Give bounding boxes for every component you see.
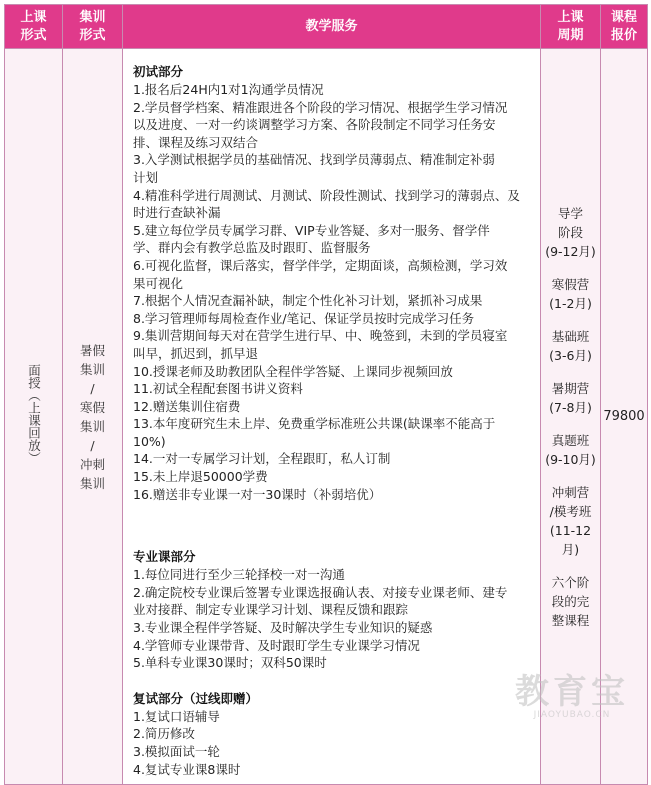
service-line: 10%) [133, 433, 530, 451]
service-line: 2.学员督学档案、精准跟进各个阶段的学习情况、根据学生学习情况 [133, 99, 530, 117]
service-line: 2.简历修改 [133, 725, 530, 743]
class-form-cell [5, 49, 63, 785]
training-form-item: 冲刺 [67, 455, 118, 474]
header-class-period [541, 5, 601, 49]
header-line: 周期 [543, 27, 598, 45]
service-line: 7.根据个人情况查漏补缺，制定个性化补习计划，紧抓补习成果 [133, 292, 530, 310]
service-line: 3.入学测试根据学员的基础情况、找到学员薄弱点、精准制定补弱 [133, 151, 530, 169]
training-form-list [67, 341, 118, 493]
period-line: (9-10月) [543, 450, 598, 469]
service-line: 1.报名后24H内1对1沟通学员情况 [133, 81, 530, 99]
header-line: 教学服务 [125, 18, 538, 36]
service-line: 3.专业课全程伴学答疑、及时解决学生专业知识的疑惑 [133, 619, 530, 637]
period-line: (11-12月) [543, 521, 598, 559]
period-item [543, 483, 598, 559]
service-line: 2.确定院校专业课后签署专业课选报确认表、对接专业课老师、建专 [133, 584, 530, 602]
service-line: 4.精准科学进行周测试、月测试、阶段性测试、找到学习的薄弱点、及 [133, 187, 530, 205]
period-list [543, 204, 598, 630]
service-line: 11.初试全程配套图书讲义资料 [133, 380, 530, 398]
period-item [543, 379, 598, 417]
service-line: 16.赠送非专业课一对一30课时（补弱培优） [133, 486, 530, 504]
course-table-container [4, 4, 647, 738]
period-line: (7-8月) [543, 398, 598, 417]
teaching-service-cell [123, 49, 541, 785]
service-line: 1.每位同进行至少三轮择校一对一沟通 [133, 566, 530, 584]
watermark-main: 教育宝 [515, 674, 629, 710]
header-line: 课程 [603, 9, 645, 27]
service-line: 4.学管师专业课带背、及时跟盯学生专业课学习情况 [133, 637, 530, 655]
training-form-item: 暑假 [67, 341, 118, 360]
service-line: 排、课程及练习双结合 [133, 134, 530, 152]
period-line: (1-2月) [543, 294, 598, 313]
header-line: 形式 [7, 27, 60, 45]
period-line: 导学 [543, 204, 598, 223]
service-line: 4.复试专业课8课时 [133, 761, 530, 779]
period-line: 真题班 [543, 431, 598, 450]
service-line: 业对接群、制定专业课学习计划、课程反馈和跟踪 [133, 601, 530, 619]
course-table [4, 4, 648, 785]
period-line: (9-12月) [543, 242, 598, 261]
period-item [543, 327, 598, 365]
period-line: 基础班 [543, 327, 598, 346]
service-line: 3.模拟面试一轮 [133, 743, 530, 761]
service-sections [133, 63, 530, 778]
watermark-logo [515, 674, 629, 720]
service-line: 学、群内会有教学总监及时跟盯、监督服务 [133, 239, 530, 257]
period-line: 冲刺营 [543, 483, 598, 502]
header-line: 形式 [65, 27, 120, 45]
period-line: 寒假营 [543, 275, 598, 294]
period-line: 暑期营 [543, 379, 598, 398]
service-line: 6.可视化监督，课后落实，督学伴学，定期面谈，高频检测，学习效 [133, 257, 530, 275]
section-title: 复试部分（过线即赠） [133, 690, 530, 708]
service-line: 8.学习管理师每周检查作业/笔记、保证学员按时完成学习任务 [133, 310, 530, 328]
period-line: (3-6月) [543, 346, 598, 365]
training-form-item: / [67, 379, 118, 398]
header-class-form [5, 5, 63, 49]
header-training-form [63, 5, 123, 49]
period-line: /模考班 [543, 502, 598, 521]
period-line: 六个阶 [543, 573, 598, 592]
header-line: 报价 [603, 27, 645, 45]
header-line: 上课 [7, 9, 60, 27]
service-line: 15.未上岸退50000学费 [133, 468, 530, 486]
service-line: 13.本年度研究生未上岸、免费重学标准班公共课(缺课率不能高于 [133, 415, 530, 433]
period-line: 阶段 [543, 223, 598, 242]
period-item [543, 431, 598, 469]
service-line: 1.复试口语辅导 [133, 708, 530, 726]
training-form-cell [63, 49, 123, 785]
header-row [5, 5, 648, 49]
period-item [543, 573, 598, 630]
section-title: 初试部分 [133, 63, 530, 81]
header-teaching-service [123, 5, 541, 49]
service-line: 14.一对一专属学习计划，全程跟盯，私人订制 [133, 450, 530, 468]
header-line: 上课 [543, 9, 598, 27]
training-form-item: / [67, 436, 118, 455]
header-course-price [601, 5, 648, 49]
service-line: 计划 [133, 169, 530, 187]
training-form-item: 集训 [67, 474, 118, 493]
period-line: 段的完 [543, 592, 598, 611]
training-form-item: 寒假 [67, 398, 118, 417]
service-line: 9.集训营期间每天对在营学生进行早、中、晚签到，未到的学员寝室 [133, 327, 530, 345]
period-item [543, 275, 598, 313]
period-line: 整课程 [543, 611, 598, 630]
header-line: 集训 [65, 9, 120, 27]
class-form-text: 面授（上课回放） [26, 364, 42, 464]
watermark-sub: JIAOYUBAO.CN [515, 710, 629, 720]
service-line: 12.赠送集训住宿费 [133, 398, 530, 416]
period-item [543, 204, 598, 261]
section-title: 专业课部分 [133, 548, 530, 566]
service-line: 10.授课老师及助教团队全程伴学答疑、上课同步视频回放 [133, 363, 530, 381]
service-line: 时进行查缺补漏 [133, 204, 530, 222]
service-line: 5.建立每位学员专属学习群、VIP专业答疑、多对一服务、督学伴 [133, 222, 530, 240]
service-line: 叫早，抓迟到，抓早退 [133, 345, 530, 363]
training-form-item: 集训 [67, 360, 118, 379]
service-line: 以及进度、一对一约谈调整学习方案、各阶段制定不同学习任务安 [133, 116, 530, 134]
service-line: 5.单科专业课30课时；双科50课时 [133, 654, 530, 672]
training-form-item: 集训 [67, 417, 118, 436]
service-line: 果可视化 [133, 275, 530, 293]
price-value: 79800 [603, 409, 644, 424]
